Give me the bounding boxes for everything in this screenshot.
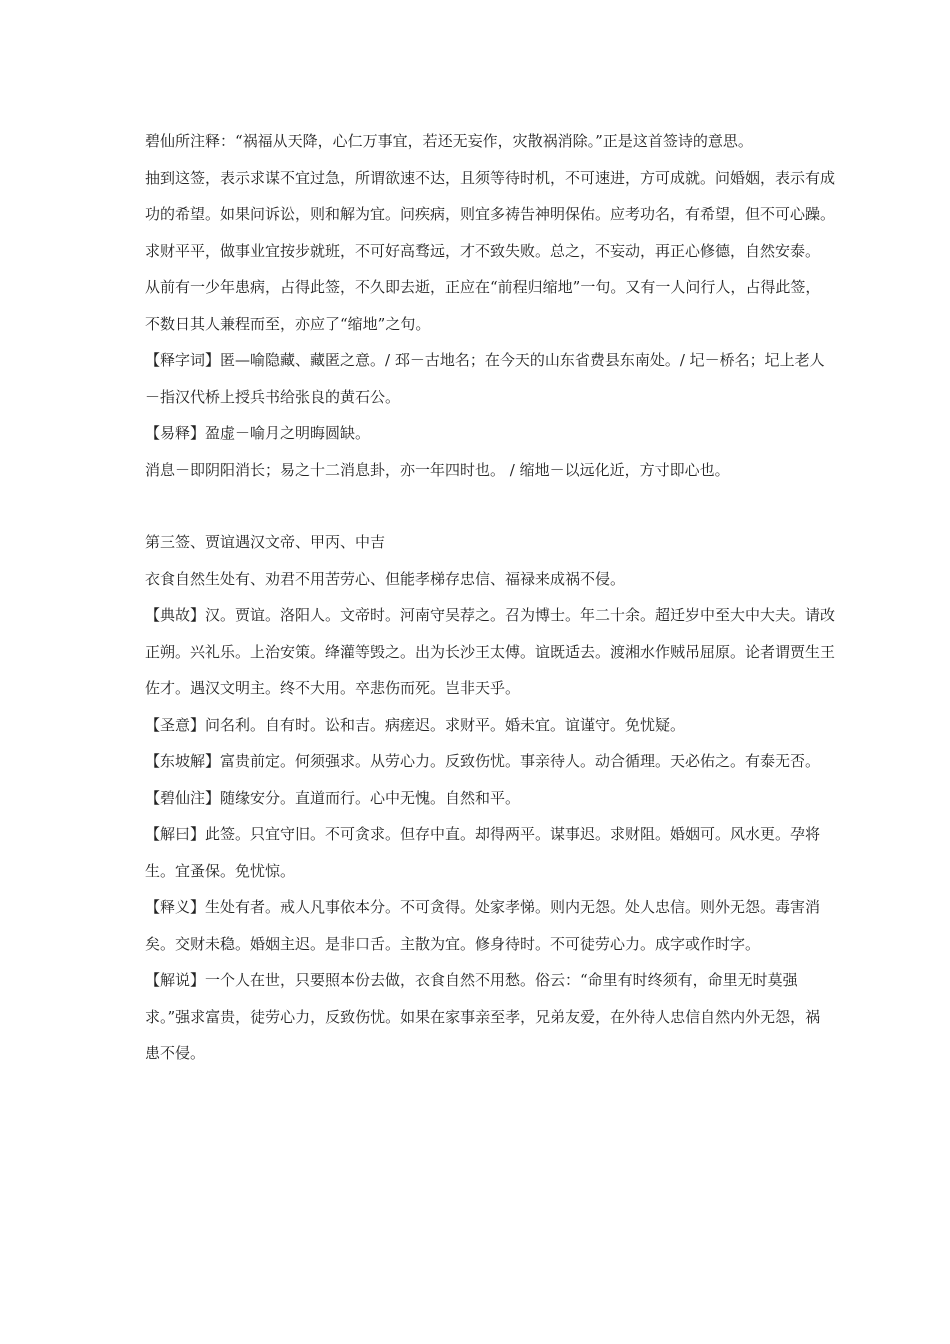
paragraph-jie-yue: 【解曰】此签。只宜守旧。不可贪求。但存中直。却得两平。谋事迟。求财阻。婚姻可。风水更。孕将生。宜蚤保。免忧惊。: [145, 825, 821, 880]
paragraph-word-notes: 【释字词】匿—喻隐藏、藏匿之意。/ 邳－古地名；在今天的山东省费县东南处。/ 圮－桥名；圮上老人－指汉代桥上授兵书给张良的黄石公。: [145, 351, 825, 406]
paragraph-xiaoxi-notes: 消息－即阴阳消长；易之十二消息卦，亦一年四时也。 / 缩地－以远化近，方寸即心也。: [145, 460, 730, 479]
paragraph-bixian-comment: 碧仙所注释：“祸福从天降，心仁万事宜，若还无妄作，灾散祸消除。”正是这首签诗的意思。: [145, 132, 753, 150]
paragraph-shi-yi: 【释义】生处有者。戒人凡事依本分。不可贪得。处家孝悌。则内无怨。处人忠信。则外无怨。毒害消矣。交财未稳。婚姻主迟。是非口舌。主散为宜。修身待时。不可徒劳心力。成字或作时字。: [145, 898, 821, 953]
document-body: [145, 123, 835, 1072]
paragraph-sheng-yi: 【圣意】问名利。自有时。讼和吉。病瘥迟。求财平。婚未宜。谊谨守。免忧疑。: [145, 715, 686, 734]
paragraph-poem: 衣食自然生处有、劝君不用苦劳心、但能孝梯存忠信、福禄来成祸不侵。: [145, 569, 626, 588]
paragraph-interpretation: 抽到这签，表示求谋不宜过急，所谓欲速不达，且须等待时机，不可速进，方可成就。问婚姻，表示有成功的希望。如果问诉讼，则和解为宜。问疾病，则宜多祷告神明保佑。应考功名，有希望，但不可心躁。求财平平，做事业宜按步就班，不可好高骛远，才不致失败。总之，不妄动，再正心修德，自然安泰。: [145, 168, 836, 260]
section-title: 第三签、贾谊遇汉文帝、甲丙、中吉: [145, 533, 386, 551]
section-spacer: [145, 488, 835, 524]
paragraph-yi-notes: 【易释】盈虚－喻月之明晦圆缺。: [145, 424, 371, 442]
paragraph-bixian-zhu: 【碧仙注】随缘安分。直道而行。心中无愧。自然和平。: [145, 788, 521, 807]
paragraph-dian-gu: 【典故】汉。贾谊。洛阳人。文帝时。河南守吴荐之。召为博士。年二十余。超迁岁中至大中大夫。请改正朔。兴礼乐。上治安策。绛灌等毁之。出为长沙王太傅。谊既适去。渡湘水作贼吊屈原。论者谓贾生王佐才。遇汉文明主。终不大用。卒悲伤而死。岂非天乎。: [145, 606, 836, 697]
paragraph-dongpo-jie: 【东坡解】富贵前定。何须强求。从劳心力。反致伤忧。事亲待人。动合循理。天必佑之。有泰无否。: [145, 752, 821, 770]
paragraph-jie-shuo: 【解说】一个人在世，只要照本份去做，衣食自然不用愁。俗云：“命里有时终须有，命里无时莫强求。”强求富贵，徒劳心力，反致伤忧。如果在家事亲至孝，兄弟友爱，在外待人忠信自然内外无怨，祸患不侵。: [145, 971, 821, 1062]
paragraph-anecdote: 从前有一少年患病，占得此签，不久即去逝，正应在“前程归缩地”一句。又有一人问行人，占得此签，不数日其人兼程而至，亦应了“缩地”之句。: [145, 278, 821, 333]
